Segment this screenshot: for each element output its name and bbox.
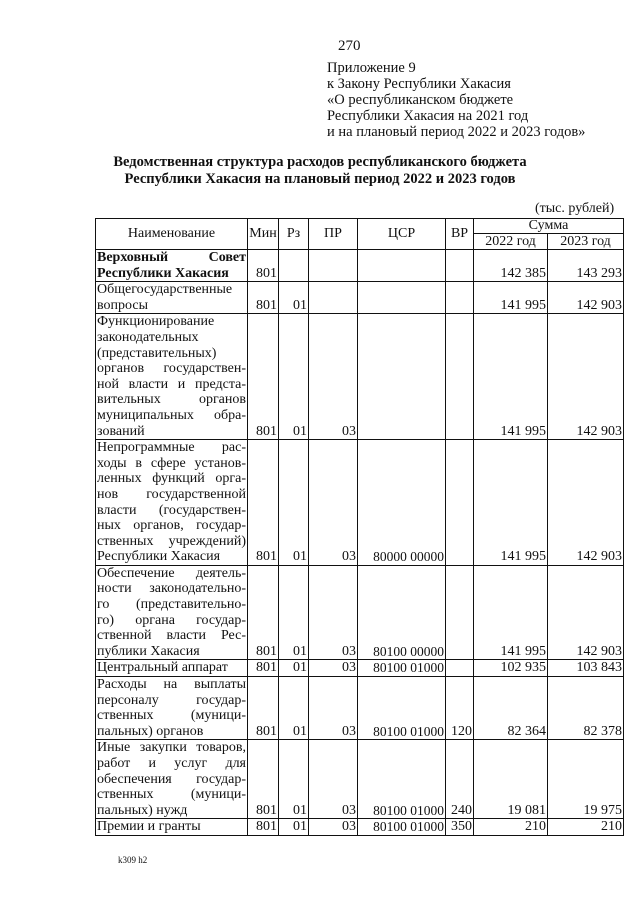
cell-rz: 01 — [279, 819, 309, 836]
appendix-header — [327, 60, 585, 140]
cell-name-line: органов государствен- — [97, 361, 246, 377]
header-year-2022: 2022 год — [474, 234, 548, 250]
cell-name-line: пальных) органов — [97, 723, 204, 739]
header-sum: Сумма — [474, 219, 624, 234]
cell-name-line: публики Хакасия — [97, 643, 200, 659]
cell-name-line: Обеспечение деятель- — [97, 565, 246, 581]
table-row — [96, 250, 624, 282]
cell-name-line: Общегосударственные — [97, 282, 233, 298]
cell-rz — [279, 250, 309, 282]
header-csr: ЦСР — [358, 219, 446, 250]
cell-name-line: персоналу государ- — [97, 692, 246, 708]
cell-rz: 01 — [279, 565, 309, 660]
cell-amount-2022: 141 995 — [474, 440, 548, 566]
cell-name-line: Верховный Совет — [97, 250, 246, 265]
header-vr: ВР — [446, 219, 474, 250]
cell-name-line: зований — [97, 423, 145, 439]
table-row — [96, 440, 624, 566]
cell-name-line: муниципальных обра- — [97, 407, 246, 423]
cell-rz: 01 — [279, 282, 309, 314]
cell-name-line: Премии и гранты — [97, 819, 201, 835]
cell-amount-2023: 103 843 — [548, 660, 624, 677]
table-row — [96, 677, 624, 740]
cell-rz: 01 — [279, 314, 309, 440]
cell-csr: 80100 00000 — [358, 565, 446, 660]
cell-pr: 03 — [309, 660, 358, 677]
page-number: 270 — [338, 38, 361, 54]
cell-name-line: Непрограммные рас- — [97, 440, 246, 456]
cell-name-line: Республики Хакасия — [97, 549, 221, 565]
cell-name-line: пальных) нужд — [97, 802, 188, 818]
cell-amount-2022: 141 995 — [474, 282, 548, 314]
cell-name-line: Иные закупки товаров, — [97, 740, 246, 756]
cell-name — [96, 740, 248, 819]
appendix-line: к Закону Республики Хакасия — [327, 76, 511, 92]
header-year-2023: 2023 год — [548, 234, 624, 250]
cell-name-line: работ и услуг для — [97, 756, 246, 771]
cell-name — [96, 314, 248, 440]
cell-csr — [358, 282, 446, 314]
cell-name-line: Функционирование — [97, 314, 215, 330]
table-row — [96, 819, 624, 836]
table-row — [96, 282, 624, 314]
cell-name — [96, 282, 248, 314]
cell-min: 801 — [248, 282, 279, 314]
cell-amount-2022: 82 364 — [474, 677, 548, 740]
table-body — [96, 250, 624, 836]
cell-name — [96, 440, 248, 566]
cell-amount-2022: 19 081 — [474, 740, 548, 819]
cell-vr — [446, 660, 474, 677]
cell-name — [96, 660, 248, 677]
cell-name-line: ности законодательно- — [97, 581, 246, 597]
table-row — [96, 660, 624, 677]
cell-rz: 01 — [279, 740, 309, 819]
cell-csr: 80100 01000 — [358, 819, 446, 836]
table-header — [96, 219, 624, 250]
cell-name-line: вопросы — [97, 297, 148, 313]
cell-csr — [358, 314, 446, 440]
cell-amount-2022: 102 935 — [474, 660, 548, 677]
cell-amount-2023: 82 378 — [548, 677, 624, 740]
cell-csr: 80000 00000 — [358, 440, 446, 566]
cell-vr: 350 — [446, 819, 474, 836]
cell-vr: 120 — [446, 677, 474, 740]
cell-min: 801 — [248, 740, 279, 819]
cell-csr: 80100 01000 — [358, 677, 446, 740]
cell-name — [96, 819, 248, 836]
cell-csr: 80100 01000 — [358, 660, 446, 677]
cell-name-line: власти (государствен- — [97, 502, 246, 518]
cell-vr — [446, 282, 474, 314]
cell-name-line: ственных учреждений) — [97, 533, 246, 549]
cell-csr: 80100 01000 — [358, 740, 446, 819]
cell-pr: 03 — [309, 440, 358, 566]
cell-name-line: ственных (муници- — [97, 787, 246, 803]
cell-name-line: Расходы на выплаты — [97, 677, 246, 693]
cell-name-line: ственной власти Рес- — [97, 628, 246, 644]
cell-name-line: ходы в сфере установ- — [97, 455, 246, 471]
cell-min: 801 — [248, 250, 279, 282]
header-min: Мин — [248, 219, 279, 250]
header-name: Наименование — [96, 219, 248, 250]
cell-name-line: законодательных — [97, 329, 199, 345]
cell-vr — [446, 314, 474, 440]
cell-pr: 03 — [309, 314, 358, 440]
cell-name-line: Центральный аппарат — [97, 660, 228, 676]
document-title — [0, 154, 640, 188]
appendix-line: Республики Хакасия на 2021 год — [327, 108, 529, 124]
cell-amount-2022: 210 — [474, 819, 548, 836]
cell-min: 801 — [248, 565, 279, 660]
cell-vr — [446, 565, 474, 660]
cell-amount-2023: 143 293 — [548, 250, 624, 282]
footer-code: k309 h2 — [118, 855, 148, 865]
unit-note: (тыс. рублей) — [535, 201, 615, 216]
cell-pr — [309, 282, 358, 314]
cell-rz: 01 — [279, 677, 309, 740]
cell-csr — [358, 250, 446, 282]
cell-name-line: ных органов, государ- — [97, 518, 246, 534]
cell-amount-2023: 210 — [548, 819, 624, 836]
cell-name-line: вительных органов — [97, 392, 246, 408]
cell-name-line: (представительных) — [97, 345, 217, 361]
cell-min: 801 — [248, 314, 279, 440]
cell-min: 801 — [248, 440, 279, 566]
cell-name-line: нов государственной — [97, 486, 246, 502]
cell-rz: 01 — [279, 440, 309, 566]
header-rz: Рз — [279, 219, 309, 250]
cell-name-line: го) органа государ- — [97, 612, 246, 628]
cell-amount-2022: 141 995 — [474, 314, 548, 440]
cell-name-line: ной власти и предста- — [97, 376, 246, 392]
table-row — [96, 740, 624, 819]
cell-name-line: Республики Хакасия — [97, 265, 229, 281]
cell-pr: 03 — [309, 740, 358, 819]
cell-name — [96, 565, 248, 660]
appendix-line: «О республиканском бюджете — [327, 92, 514, 108]
cell-min: 801 — [248, 660, 279, 677]
cell-vr — [446, 440, 474, 566]
cell-vr — [446, 250, 474, 282]
cell-name-line: ленных функций орга- — [97, 471, 246, 487]
cell-amount-2023: 142 903 — [548, 565, 624, 660]
cell-amount-2023: 142 903 — [548, 314, 624, 440]
cell-pr: 03 — [309, 565, 358, 660]
cell-rz: 01 — [279, 660, 309, 677]
appendix-line: Приложение 9 — [327, 60, 416, 76]
cell-name-line: ственных (муници- — [97, 708, 246, 724]
cell-pr: 03 — [309, 677, 358, 740]
cell-name-line: обеспечения государ- — [97, 771, 246, 787]
cell-vr: 240 — [446, 740, 474, 819]
title-line: Республики Хакасия на плановый период 2022 и 2023 годов — [124, 171, 516, 187]
table-row — [96, 565, 624, 660]
cell-pr: 03 — [309, 819, 358, 836]
cell-name — [96, 677, 248, 740]
cell-amount-2023: 19 975 — [548, 740, 624, 819]
cell-pr — [309, 250, 358, 282]
header-pr: ПР — [309, 219, 358, 250]
cell-min: 801 — [248, 677, 279, 740]
cell-amount-2023: 142 903 — [548, 282, 624, 314]
cell-amount-2023: 142 903 — [548, 440, 624, 566]
cell-min: 801 — [248, 819, 279, 836]
table-row — [96, 314, 624, 440]
appendix-line: и на плановый период 2022 и 2023 годов» — [327, 124, 586, 140]
cell-amount-2022: 141 995 — [474, 565, 548, 660]
budget-table — [95, 218, 624, 836]
cell-amount-2022: 142 385 — [474, 250, 548, 282]
cell-name — [96, 250, 248, 282]
title-line: Ведомственная структура расходов республиканского бюджета — [113, 154, 527, 170]
cell-name-line: го (представительно- — [97, 597, 246, 613]
